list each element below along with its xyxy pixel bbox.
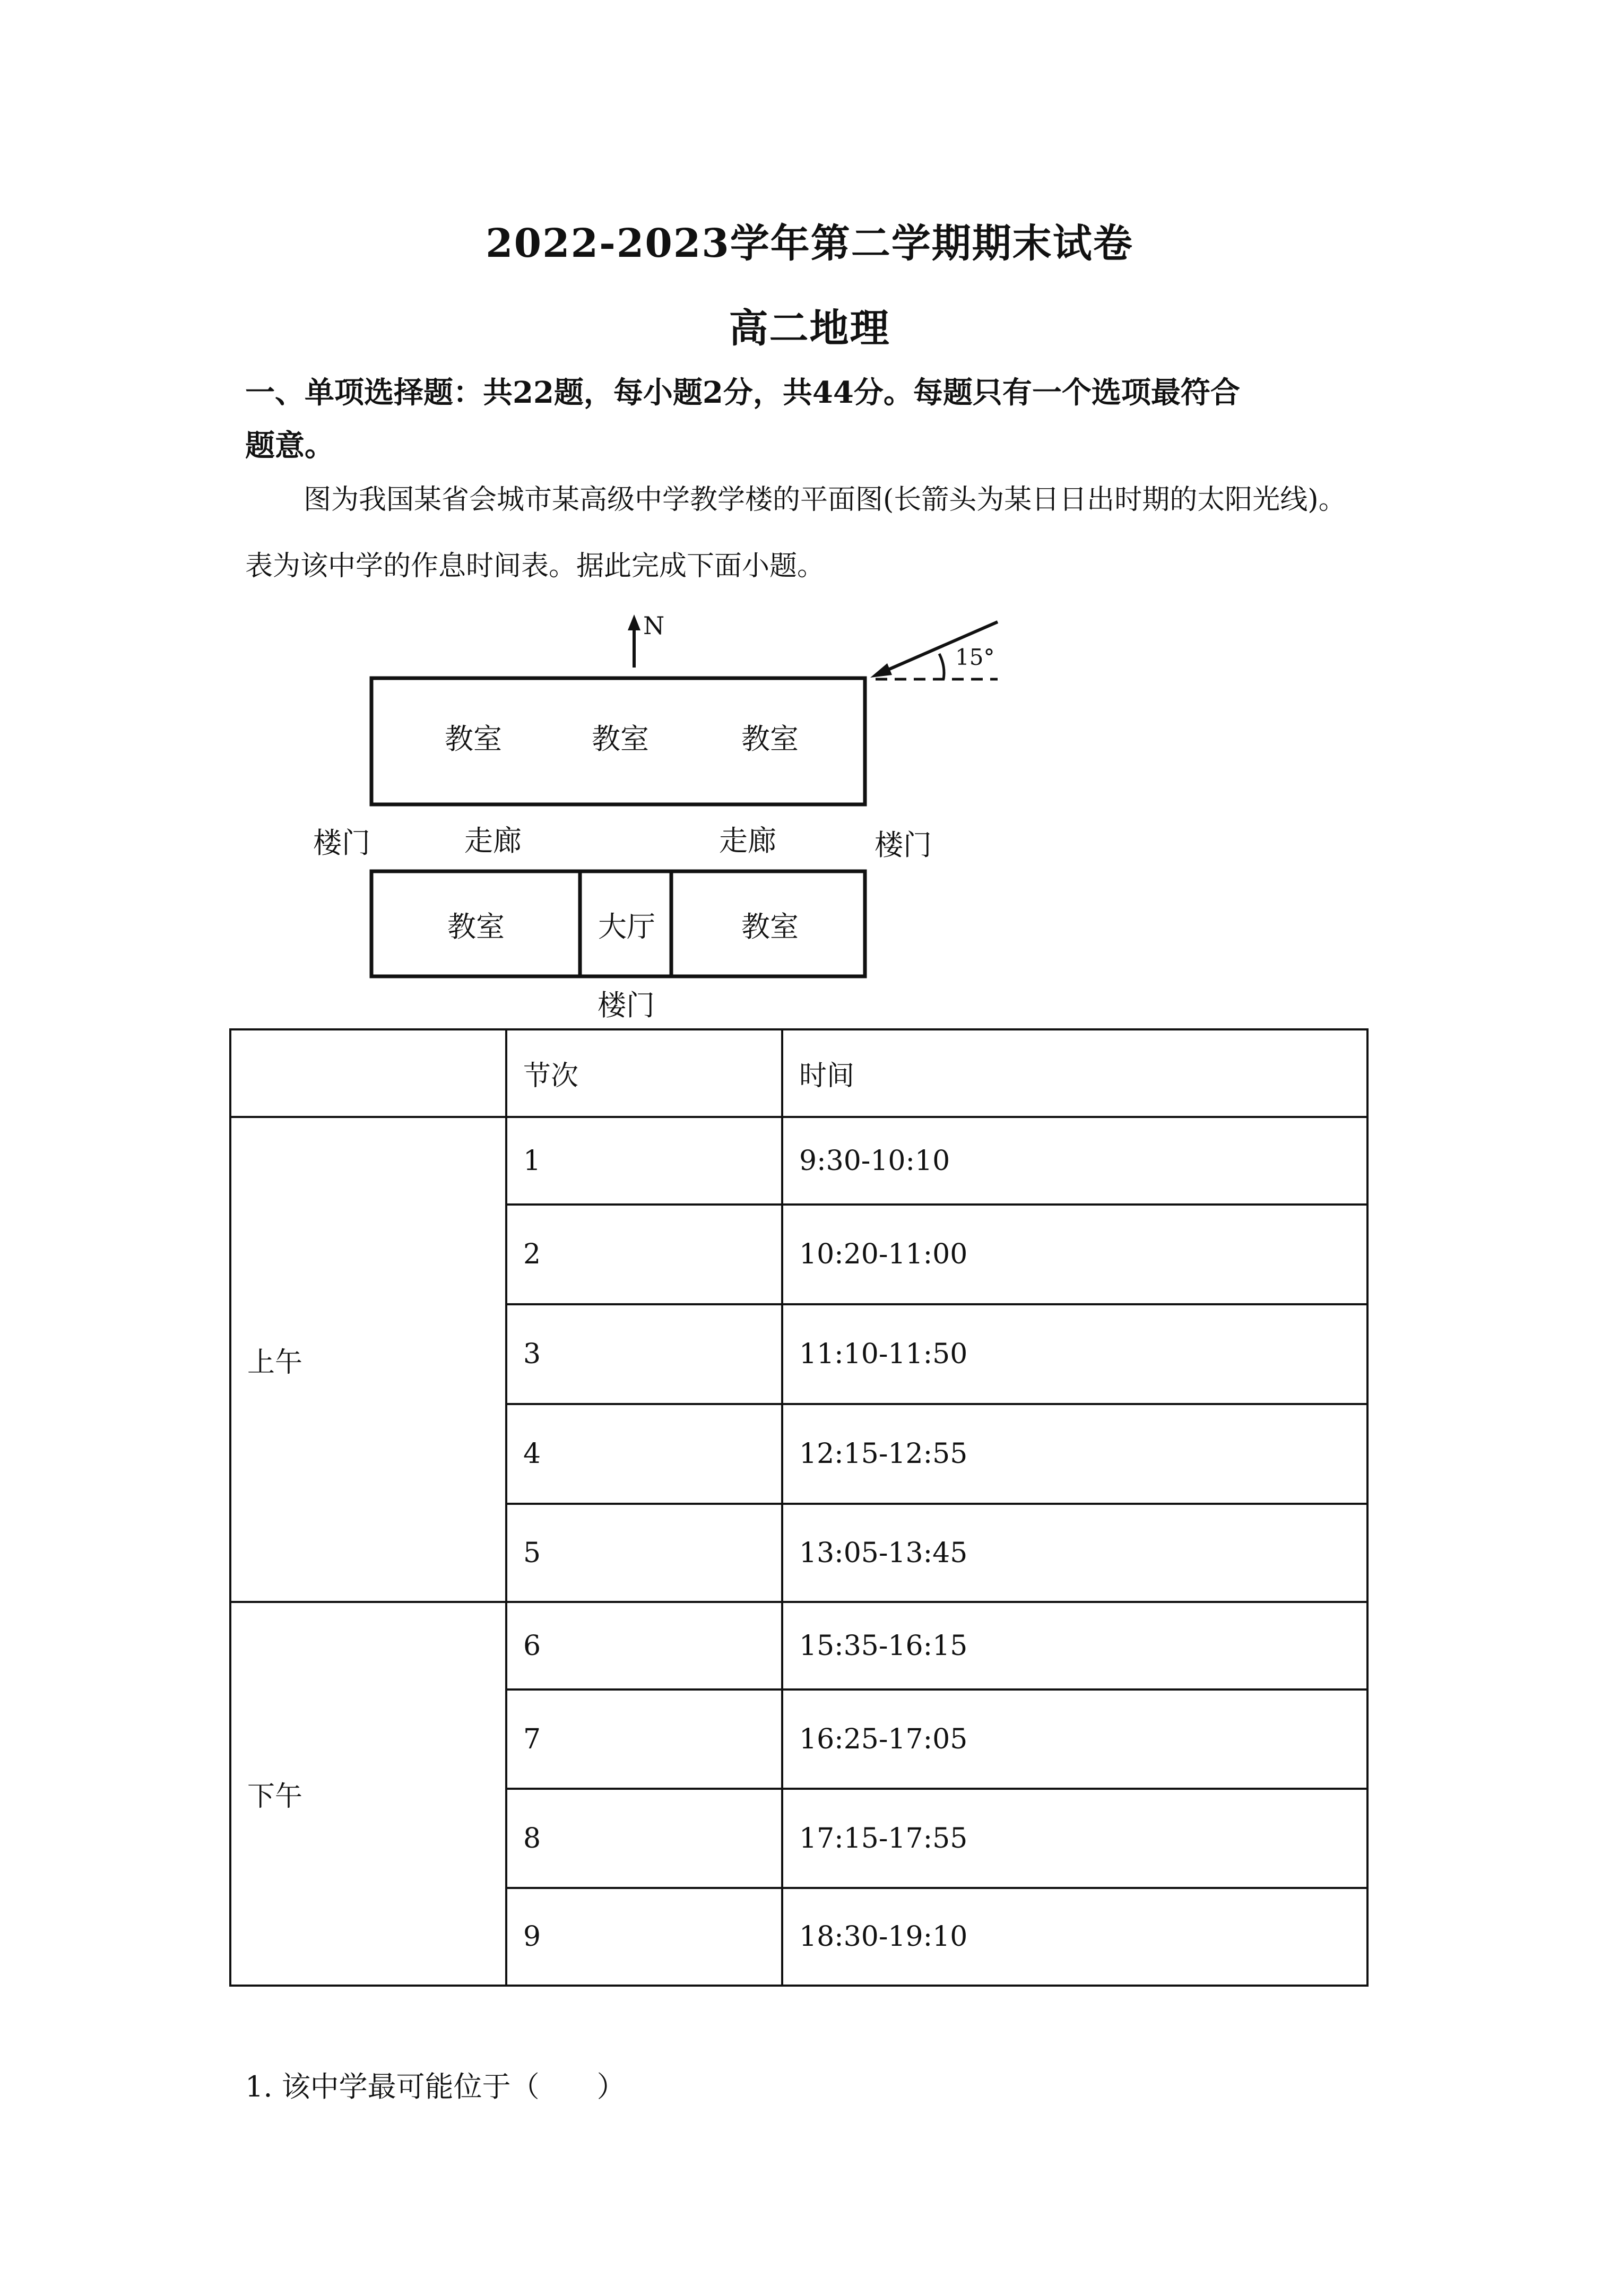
- corridor-label-left: 走廊: [464, 824, 522, 857]
- table-header-row: [230, 1029, 1367, 1117]
- angle-label: 15°: [955, 644, 995, 670]
- period-cell: 1: [506, 1117, 782, 1205]
- period-cell: 5: [506, 1504, 782, 1602]
- intro-line2: 表为该中学的作息时间表。据此完成下面小题。: [245, 550, 825, 582]
- header-cell-time: 时间: [782, 1029, 1367, 1117]
- question-1: 1. 该中学最可能位于（ ）: [245, 2070, 626, 2103]
- time-cell: 17:15-17:55: [782, 1789, 1367, 1888]
- corridor-label-right: 走廊: [719, 824, 776, 857]
- period-cell: 4: [506, 1404, 782, 1504]
- time-cell: 10:20-11:00: [782, 1205, 1367, 1304]
- exam-title: 2022-2023学年第二学期期末试卷: [486, 221, 1133, 266]
- subject-title: 高二地理: [729, 306, 890, 351]
- period-cell: 3: [506, 1304, 782, 1404]
- bottom-room-right: 教室: [741, 910, 799, 943]
- bottom-room-left: 教室: [447, 910, 505, 943]
- time-cell: 9:30-10:10: [782, 1117, 1367, 1205]
- time-cell: 12:15-12:55: [782, 1404, 1367, 1504]
- header-cell-blank: [230, 1029, 506, 1117]
- period-cell: 7: [506, 1689, 782, 1789]
- period-cell: 2: [506, 1205, 782, 1304]
- schedule-table: [229, 1028, 1369, 1987]
- afternoon-label: 下午: [230, 1602, 506, 1986]
- top-room-3: 教室: [741, 722, 799, 756]
- period-cell: 6: [506, 1602, 782, 1689]
- section-heading-line1: 一、单项选择题：共22题，每小题2分，共44分。每题只有一个选项最符合: [245, 375, 1240, 410]
- time-cell: 18:30-19:10: [782, 1888, 1367, 1986]
- table-row: [230, 1117, 1367, 1205]
- time-cell: 13:05-13:45: [782, 1504, 1367, 1602]
- hall-label: 大厅: [598, 910, 655, 943]
- period-cell: 8: [506, 1789, 782, 1888]
- header-cell-period: 节次: [506, 1029, 782, 1117]
- morning-label: 上午: [230, 1117, 506, 1602]
- section-heading-line2: 题意。: [245, 428, 334, 463]
- intro-line1: 图为我国某省会城市某高级中学教学楼的平面图(长箭头为某日日出时期的太阳光线)。: [304, 484, 1346, 516]
- right-door-label: 楼门: [875, 828, 932, 862]
- table-row: [230, 1602, 1367, 1689]
- time-cell: 15:35-16:15: [782, 1602, 1367, 1689]
- floor-plan-diagram: [0, 0, 1619, 1024]
- north-arrow-icon: [628, 614, 640, 668]
- period-cell: 9: [506, 1888, 782, 1986]
- left-door-label: 楼门: [313, 826, 370, 860]
- time-cell: 11:10-11:50: [782, 1304, 1367, 1404]
- time-cell: 16:25-17:05: [782, 1689, 1367, 1789]
- top-room-2: 教室: [592, 722, 649, 756]
- bottom-door-label: 楼门: [598, 989, 655, 1022]
- top-room-1: 教室: [445, 722, 502, 756]
- north-label: N: [643, 611, 665, 640]
